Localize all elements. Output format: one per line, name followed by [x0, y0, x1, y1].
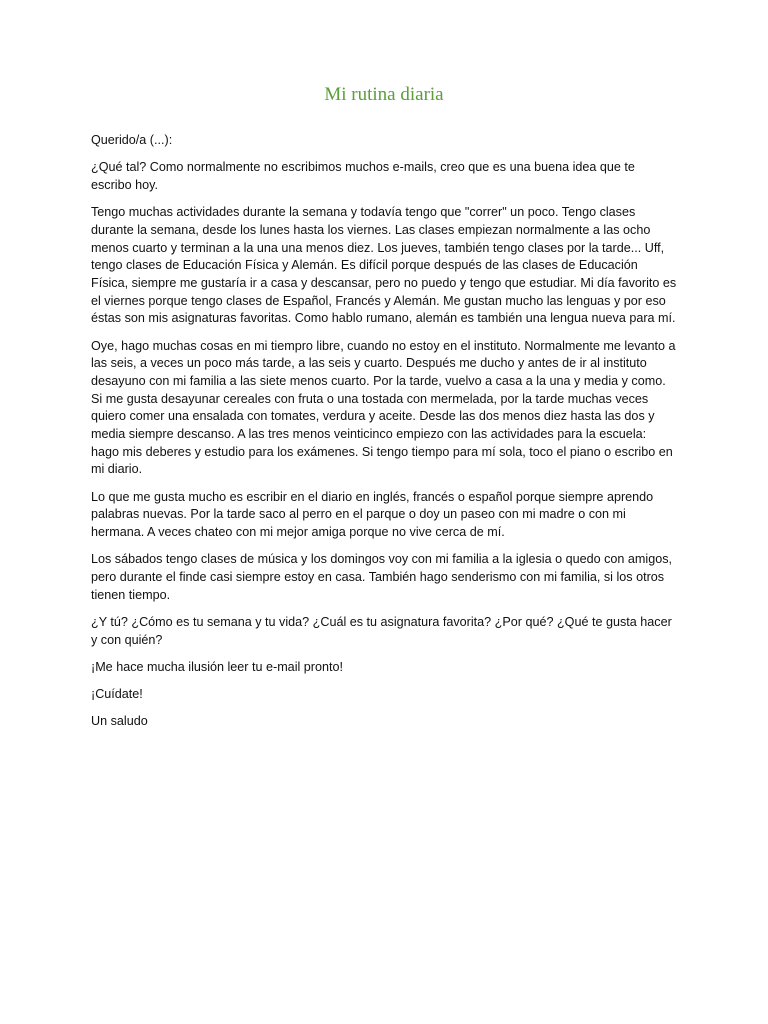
paragraph-diary: Lo que me gusta mucho es escribir en el diario en inglés, francés o español porque siempre aprendo palabras nuevas. Por la tarde saco al perro en el parque o doy un paseo con mi madre o con mi hermana. A veces chateo con mi mejor amiga porque no vive cerca de mí. [91, 489, 654, 540]
paragraph-looking-forward: ¡Me hace mucha ilusión leer tu e-mail pronto! [91, 659, 343, 674]
document-title: Mi rutina diaria [324, 84, 444, 105]
paragraph-greeting: ¿Qué tal? Como normalmente no escribimos muchos e-mails, creo que es una buena idea que te escribo hoy. [91, 160, 635, 192]
salutation: Querido/a (...): [91, 133, 173, 147]
paragraph-free-time: Oye, hago muchas cosas en mi tiemprо libre, cuando no estoy en el instituto. Normalmente me levanto a las seis, a veces un poco más tarde, a las seis y cuarto. Después me ducho y antes de ir al instituto desayuno con mi familia a las siete menos cuarto. Por la tarde, vuelvo a casa a la una y media y como. Si me gusta desayunar cereales con fruta o una tostada con mermelada, por la tarde muchas veces quiero comer una ensalada con tomates, verdura y aceite. Desde las dos menos diez hasta las dos y media siempre descanso. A las tres menos veinticinco empiezo con las actividades para la escuela: hago mis deberes y estudio para los exámenes. Si tengo tiempo para mí sola, toco el piano o escribo en mi diario. [91, 338, 676, 477]
paragraph-questions: ¿Y tú? ¿Cómo es tu semana y tu vida? ¿Cuál es tu asignatura favorita? ¿Por qué? ¿Qué te gusta hacer y con quién? [91, 614, 672, 647]
closing-signoff: Un saludo [91, 714, 148, 729]
document-body [91, 132, 677, 740]
paragraph-take-care: ¡Cuídate! [91, 686, 143, 701]
paragraph-weekly-classes: Tengo muchas actividades durante la semana y todavía tengo que "correr" un poco. Tengo clases durante la semana, desde los lunes hasta los viernes. Las clases empiezan normalmente a las ocho menos cuarto y terminan a la una una menos diez. Los jueves, también tengo clases por la tarde... Uff, tengo clases de Educación Física y Alemán. Es difícil porque después de las clases de Educación Física, siempre me gustaría ir a casa y descansar, pero no puedo y tengo que estudiar. Mi día favorito es el viernes porque tengo clases de Español, Francés y Alemán. Me gustan mucho las lenguas y por eso éstas son mis asignaturas favoritas. Como hablo rumano, alemán es también una lengua nueva para mí. [91, 205, 677, 326]
paragraph-weekend: Los sábados tengo clases de música y los domingos voy con mi familia a la iglesia o quedo con amigos, pero durante el finde casi siempre estoy en casa. También hago senderismo con mi familia, si los otros tienen tiempo. [91, 552, 673, 602]
